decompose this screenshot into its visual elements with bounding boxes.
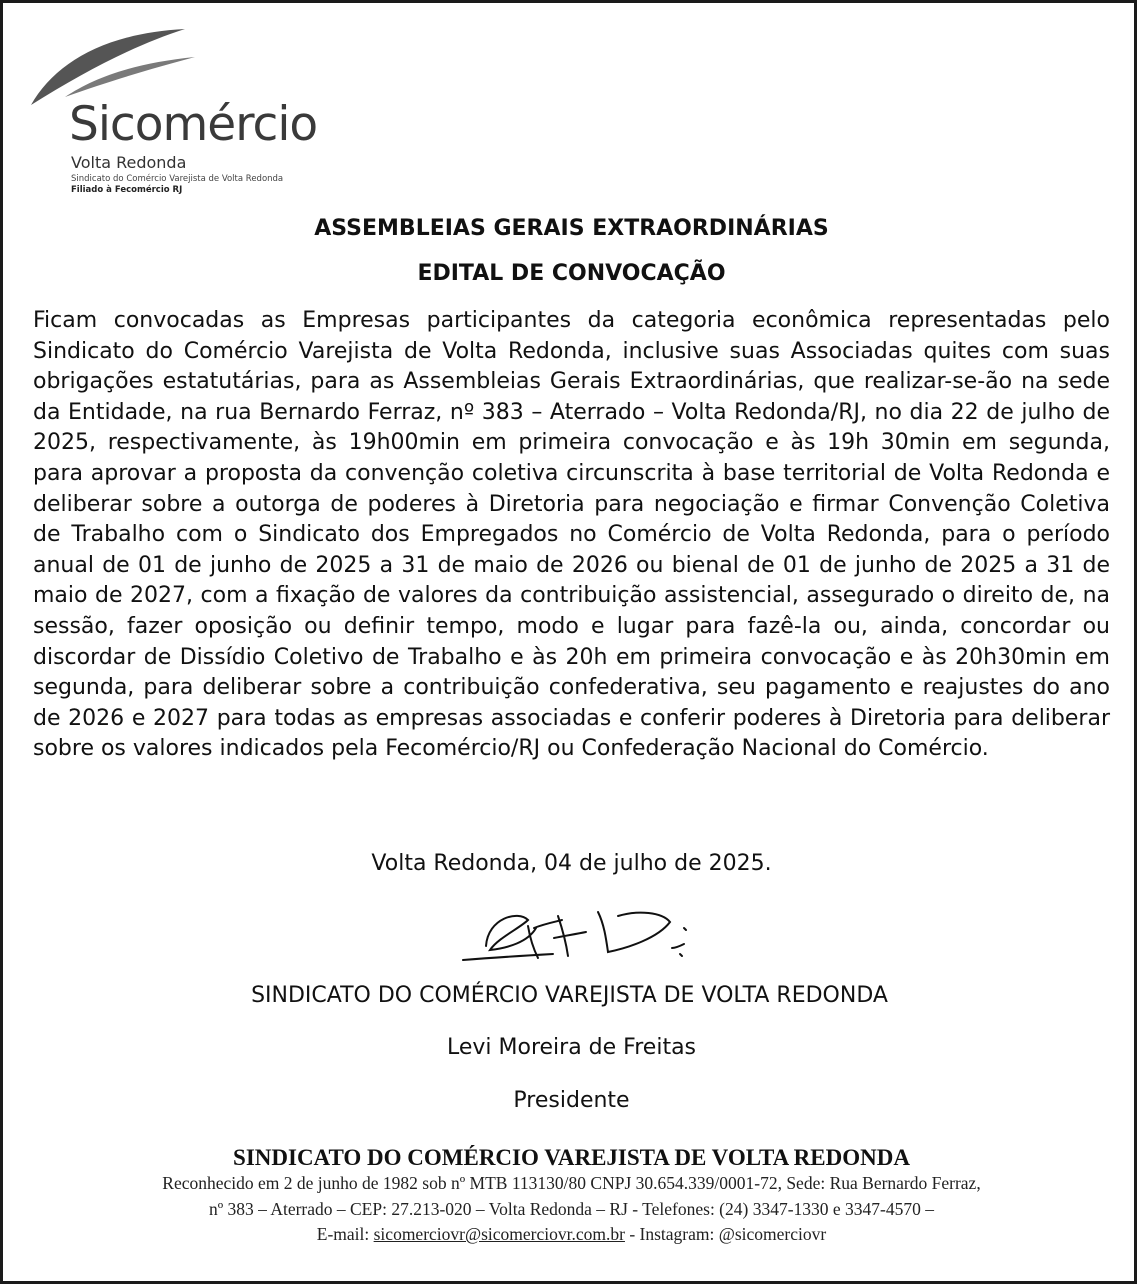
signer-name: Levi Moreira de Freitas [446,1035,697,1060]
logo-affiliation: Filiado à Fecomércio RJ [71,185,183,195]
footer-instagram: - Instagram: @sicomerciovr [629,1224,827,1244]
logo-description: Sindicato do Comércio Varejista de Volta Redonda [71,174,284,184]
footer-line-address: nº 383 – Aterrado – CEP: 27.213-020 – Volta Redonda – RJ - Telefones: (24) 3347-1330 e 3347-4570 – [208,1199,935,1219]
notice-body: Ficam convocadas as Empresas participantes da categoria econômica representadas pelo Sindicato do Comércio Varejista de Volta Redonda, inclusive suas Associadas quites com suas obrigações estatutárias, para as Assembleias Gerais Extraordinárias, que realizar-se-ão na sede da Entidade, na rua Bernardo Ferraz, nº 383 – Aterrado – Volta Redonda/RJ, no dia 22 de julho de 2025, respectivamente, às 19h00min em primeira convocação e às 19h 30min em segunda, para aprovar a proposta da convenção coletiva circunscrita à base territorial de Volta Redonda e deliberar sobre a outorga de poderes à Diretoria para negociação e firmar Convenção Coletiva de Trabalho com o Sindicato dos Empregados no Comércio de Volta Redonda, para o período anual de 01 de junho de 2025 a 31 de maio de 2026 ou bienal de 01 de junho de 2025 a 31 de maio de 2027, com a fixação de valores da contribuição assistencial, assegurado o direito de, na sessão, fazer oposição ou definir tempo, modo e lugar para fazê-la ou, ainda, concordar ou discordar de Dissídio Coletivo de Trabalho e às 20h em primeira convocação e às 20h30min em segunda, para deliberar sobre a contribuição confederativa, seu pagamento e reajustes do ano de 2026 e 2027 para todas as empresas associadas e conferir poderes à Diretoria para deliberar sobre os valores indicados pela Fecomércio/RJ ou Confederação Nacional do Comércio. [33,308,1110,762]
notice-title: ASSEMBLEIAS GERAIS EXTRAORDINÁRIAS [314,216,829,241]
signature-icon [458,898,708,973]
sicomercio-logo [25,23,365,193]
footer-email-link[interactable]: sicomerciovr@sicomerciovr.com.br [373,1224,625,1244]
logo-city: Volta Redonda [71,153,187,172]
notice-subtitle: EDITAL DE CONVOCAÇÃO [417,261,726,286]
footer-title: SINDICATO DO COMÉRCIO VAREJISTA DE VOLTA REDONDA [233,1145,910,1170]
footer-email-label: E-mail: [316,1224,370,1244]
footer-line-registration: Reconhecido em 2 de junho de 1982 sob nº MTB 113130/80 CNPJ 30.654.339/0001-72, Sede: Rua Bernardo Ferraz, [162,1173,981,1193]
place-date: Volta Redonda, 04 de julho de 2025. [371,851,772,876]
footer-line-contact [3,1226,1137,1244]
signer-role: Presidente [513,1088,630,1113]
signing-organization: SINDICATO DO COMÉRCIO VAREJISTA DE VOLTA REDONDA [251,983,888,1008]
logo-name: Sicomércio [69,97,318,152]
